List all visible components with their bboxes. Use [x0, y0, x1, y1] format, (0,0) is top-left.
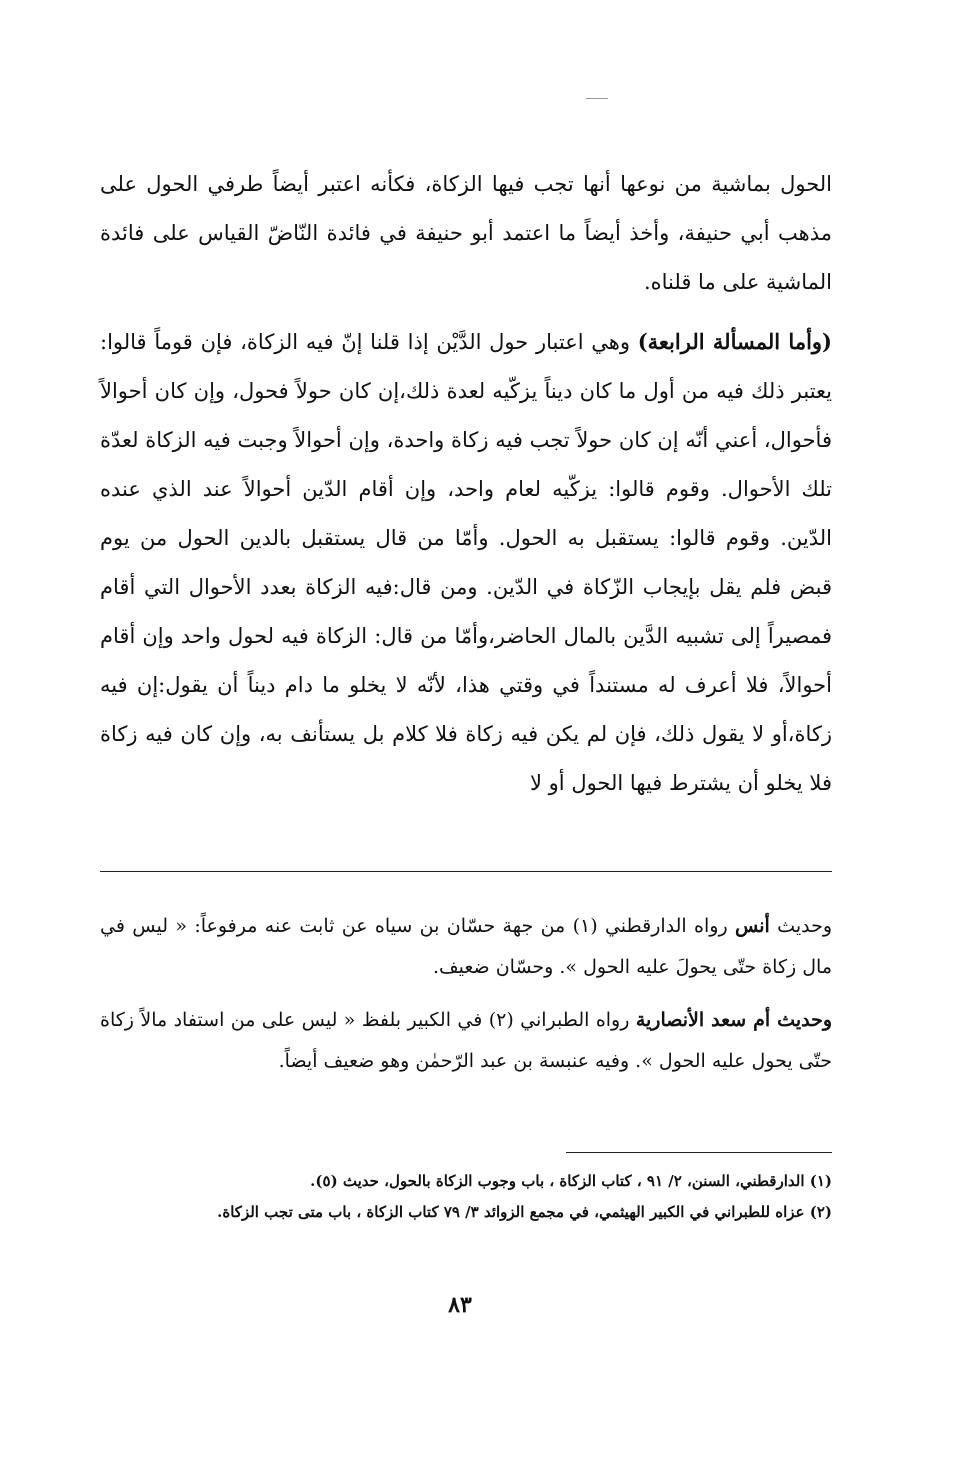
references [100, 1166, 832, 1228]
paragraph-1: الحول بماشية من نوعها أنها تجب فيها الزكاة، فكأنه اعتبر أيضاً طرفي الحول على مذهب أبي حنيفة، وأخذ أيضاً ما اعتمد أبو حنيفة في فائدة النّاضّ القياس على فائدة الماشية على ما قلناه. [100, 172, 832, 294]
note-anas-body: رواه الدارقطني (١) من جهة حسّان بن سياه عن ثابت عنه مرفوعاً: « ليس في مال زكاة حتّى يحولَ عليه الحول ». وحسّان ضعيف. [100, 915, 832, 978]
footnote-separator [100, 871, 832, 872]
note-anas-name: أنس [735, 915, 770, 937]
header-mark [586, 98, 608, 99]
page-number: ٨٣ [448, 1292, 472, 1318]
note-umm-saad-heading: وحديث أم سعد الأنصارية [635, 1009, 832, 1031]
main-text [100, 160, 832, 808]
note-umm-saad [100, 1000, 832, 1082]
paragraph-2-heading: (وأما المسألة الرابعة) [637, 329, 832, 354]
hadith-notes [100, 906, 832, 1082]
reference-1: (١) الدارقطني، السنن، ٢/ ٩١ ، كتاب الزكاة ، باب وجوب الزكاة بالحول، حديث (٥). [310, 1172, 832, 1190]
references-separator [566, 1152, 832, 1153]
reference-2: (٢) عزاه للطبراني في الكبير الهيثمي، في مجمع الزوائد ٣/ ٧٩ كتاب الزكاة ، باب متى تجب الزكاة. [217, 1203, 832, 1221]
note-anas [100, 906, 832, 988]
paragraph-2 [100, 317, 832, 808]
note-umm-saad-body: رواه الطبراني (٢) في الكبير بلفظ « ليس على من استفاد مالاً زكاة حتّى يحول عليه الحول ». وفيه عنبسة بن عبد الرّحمٰن وهو ضعيف أيضاً. [100, 1009, 832, 1072]
note-anas-lead: وحديث [777, 915, 832, 937]
paragraph-2-body: وهي اعتبار حول الدَّيْن إذا قلنا إنّ فيه الزكاة، فإن قوماً قالوا: يعتبر ذلك فيه من أول ما كان ديناً يزكّيه لعدة ذلك،إن كان حولاً فحول، وإن كان أحوالاً فأحوال، أعني أنّه إن كان حولاً تجب فيه زكاة واحدة، وإن أحوالاً وجبت فيه الزكاة لعدّة تلك الأحوال. وقوم قالوا: يزكّيه لعام واحد، وإن أقام الدّين أحوالاً عند الذي عنده الدّين. وقوم قالوا: يستقبل به الحول. وأمّا من قال يستقبل بالدين الحول من يوم قبض فلم يقل بإيجاب الزّكاة في الدّين. ومن قال:فيه الزكاة بعدد الأحوال التي أقام فمصيراً إلى تشبيه الدَّين بالمال الحاضر،وأمّا من قال: الزكاة فيه لحول واحد وإن أقام أحوالاً، فلا أعرف له مستنداً في وقتي هذا، لأنّه لا يخلو ما دام ديناً أن يقول:إن فيه زكاة،أو لا يقول ذلك، فإن لم يكن فيه زكاة فلا كلام بل يستأنف به، وإن كان فيه زكاة فلا يخلو أن يشترط فيها الحول أو لا [100, 330, 832, 795]
